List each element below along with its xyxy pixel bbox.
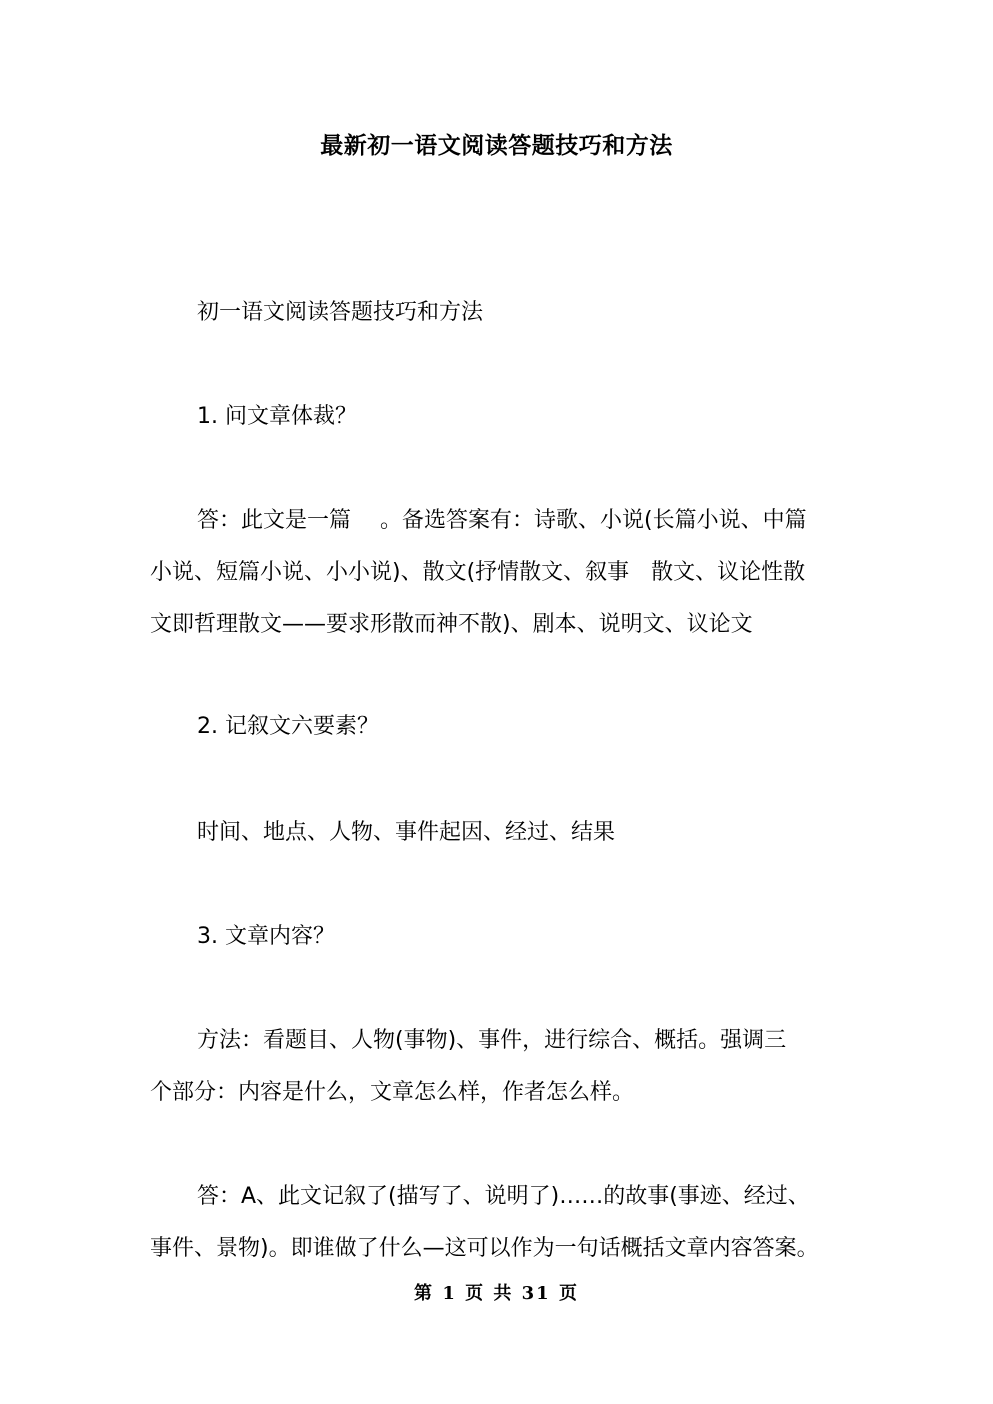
page-number-footer: 第 1 页 共 31 页	[414, 1283, 579, 1304]
paragraph-line: 时间、地点、人物、事件起因、经过、结果	[197, 820, 616, 845]
question-3	[150, 911, 850, 963]
paragraph-line: 方法：看题目、人物(事物)、事件，进行综合、概括。强调三	[197, 1028, 787, 1053]
paragraph-line: 答：A、此文记叙了(描写了、说明了)……的故事(事迹、经过、	[197, 1184, 810, 1209]
document-title: 最新初一语文阅读答题技巧和方法	[320, 133, 673, 159]
paragraph-line: 初一语文阅读答题技巧和方法	[197, 300, 484, 325]
paragraph-line: 个部分：内容是什么，文章怎么样，作者怎么样。	[150, 1080, 635, 1105]
paragraph-line: 答：此文是一篇 。备选答案有：诗歌、小说(长篇小说、中篇	[197, 508, 807, 533]
paragraph-line: 事件、景物)。即谁做了什么—这可以作为一句话概括文章内容答案。	[150, 1236, 819, 1261]
method-3	[150, 1015, 850, 1119]
paragraph-line: 小说、短篇小说、小小说)、散文(抒情散文、叙事 散文、议论性散	[150, 560, 806, 585]
paragraph-line: 文即哲理散文——要求形散而神不散)、剧本、说明文、议论文	[150, 612, 753, 637]
answer-2	[150, 807, 850, 859]
paragraph-subtitle	[150, 287, 850, 339]
question-1	[150, 391, 850, 443]
answer-1	[150, 495, 850, 651]
paragraph-line: 2. 记叙文六要素？	[197, 714, 379, 739]
paragraph-line: 1. 问文章体裁？	[197, 404, 357, 429]
question-2	[150, 701, 850, 753]
answer-3	[150, 1171, 850, 1275]
paragraph-line: 3. 文章内容？	[197, 924, 335, 949]
